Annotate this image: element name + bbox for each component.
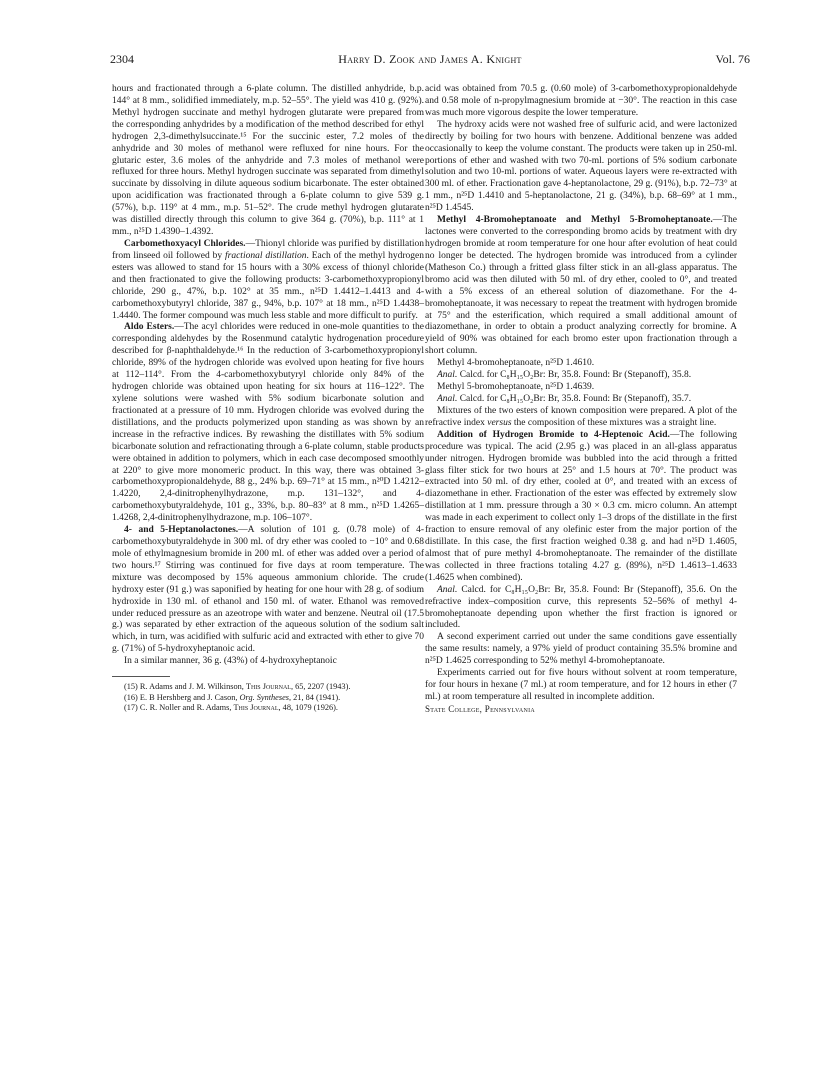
running-header	[110, 52, 750, 68]
footnote-text: (15) R. Adams and J. M. Wilkinson,	[124, 682, 246, 692]
footnote-journal: Org. Syntheses	[239, 692, 289, 702]
analysis-text: Calcd. for C₈H₁₅O₂Br: Br, 35.8. Found: Br (Stepanoff), 35.6. On the refractive index–composition curve, this represents 52–56% of methyl 4-bromoheptanoate depending upon whether the first fraction is ignored or included.	[425, 584, 737, 631]
paragraph-text: —The following procedure was typical. The acid (2.95 g.) was placed in an all-glass apparatus under nitrogen. Hydrogen bromide was bubbled into the acid through a fritted glass filter stick for two hours at 25° and 1.5 hours at 70°. The product was extracted into 50 ml. of dry ether, cooled at 0°, and treated with an excess of diazomethane in ether. Fractionation of the ester was effected by extremely slow distillation at 1 mm. pressure through a 30 × 0.3 cm. micro column. An attempt was made in each experiment to collect only 1–3 drops of the distillate in the first fraction to ensure removal of any olefinic ester from the major portion of the distillate. In this case, the first fraction weighed 0.38 g. and had n²⁵D 1.4605, almost that of pure methyl 4-bromoheptanoate. The remainder of the distillate was collected in three fractions totaling 4.27 g. (89%), n²⁵D 1.4613–1.4633 (1.4625 when combined).	[425, 429, 737, 583]
paragraph-aldo-esters	[112, 322, 424, 525]
analysis-label: Anal.	[437, 393, 458, 404]
section-heading: Aldo Esters.	[124, 322, 175, 333]
paragraph-text: —A solution of 101 g. (0.78 mole) of 4-carbomethoxybutyraldehyde in 300 ml. of dry ether was cooled to −10° and 0.68 mole of ethylmagnesium bromide in 200 ml. of ether was added over a period of two hours.¹⁷ Stirring was continued for five days at room temperature. The mixture was decomposed by 15% aqueous ammonium chloride. The crude hydroxy ester (91 g.) was saponified by heating for one hour with 28 g. of sodium hydroxide in 130 ml. of ethanol and 150 ml. of water. Ethanol was removed under reduced pressure as an azeotrope with water and benzene. Neutral oil (17.5 g.) was separated by ether extraction of the aqueous solution of the sodium salt which, in turn, was acidified with sulfuric acid and extracted with ether to give 70 g. (71%) of 5-hydroxyheptanoic acid.	[112, 525, 424, 655]
analysis-label: Anal.	[437, 584, 458, 595]
section-heading: Addition of Hydrogen Bromide to 4-Heptenoic Acid.	[437, 429, 670, 440]
paragraph: In a similar manner, 36 g. (43%) of 4-hydroxyheptanoic	[124, 656, 337, 667]
paragraph-text: —The acyl chlorides were reduced in one-mole quantities to the corresponding aldehydes by the Rosenmund catalytic hydrogenation procedure described for β-naphthaldehyde.¹⁶ In the reduction of 3-carbomethoxypropionyl chloride, 89% of the hydrogen chloride was evolved upon heating for five hours at 112–114°. From the 4-carbomethoxybutyryl chloride only 84% of the hydrogen chloride was obtained upon heating for six hours at 116–122°. The xylene solutions were washed with 5% sodium bicarbonate solution and fractionated at a pressure of 10 mm. Hydrogen chloride was evolved during the distillations, and the products polymerized upon standing as was shown by an increase in the refractive indices. By rewashing the distillates with 5% sodium bicarbonate solution and refractionating through a 6-plate column, stable products were obtained in addition to polymers, which in each case decomposed smoothly at 220° to give more monomeric product. In this way, there was obtained 3-carbomethoxypropionaldehyde, 88 g., 24% b.p. 69–71° at 15 mm., n²⁰D 1.4212–1.4220, 2,4-dinitrophenylhydrazone, m.p. 131–132°, and 4-carbomethoxybutyraldehyde, 101 g., 33%, b.p. 80–83° at 8 mm., n²⁵D 1.4265–1.4268, 2,4-dinitrophenylhydrazone, m.p. 106–107°.	[112, 322, 424, 524]
paragraph-text: Mixtures of the two esters of known composition were prepared. A plot of the refractive index	[425, 405, 737, 428]
paragraph: Methyl 4-bromoheptanoate, n²⁵D 1.4610.	[437, 358, 595, 369]
right-column	[425, 84, 737, 715]
page-number: 2304	[110, 52, 134, 66]
footnote-text: , 65, 2207 (1943).	[290, 682, 351, 692]
paragraph: hours and fractionated through a 6-plate column. The distilled anhydride, b.p. 144° at 8 mm., solidified immediately, m.p. 52–55°. The yield was 410 g. (92%). Methyl hydrogen succinate and methyl hydrogen glutarate were prepared from the corresponding anhydrides by a modification of the method described for ethyl hydrogen 2,3-dimethylsuccinate.¹⁵ For the succinic ester, 7.2 moles of the anhydride and 30 moles of methanol were refluxed for nine hours. For the glutaric ester, 3.6 moles of the anhydride and 7.3 moles of methanol were refluxed for three hours. Methyl hydrogen succinate was separated from dimethyl succinate by dissolving in dilute aqueous sodium bicarbonate. The ester obtained upon acidification was fractionated through a 6-plate column to give 539 g. (57%), b.p. 119° at 4 mm., m.p. 51–52°. The crude methyl hydrogen glutarate was distilled directly through this column to give 364 g. (70%), b.p. 111° at 1 mm., n²⁵D 1.4390–1.4392.	[112, 84, 424, 238]
analysis-text: Calcd. for C₈H₁₅O₂Br: Br, 35.8. Found: Br (Stepanoff), 35.8.	[457, 370, 692, 381]
paragraph-text: . Each of the methyl hydrogen esters was allowed to stand for 15 hours with a 30% excess of thionyl chloride and then fractionated to give the following products: 3-carbomethoxypropionyl chloride, 290 g., 47%, b.p. 102° at 35 mm., n²⁵D 1.4412–1.4413 and 4-carbomethoxybutyryl chloride, 387 g., 94%, b.p. 107° at 18 mm., n²⁵D 1.4438–1.4440. The former compound was much less stable and more difficult to purify.	[112, 250, 424, 321]
paragraph-text: the composition of these mixtures was a straight line.	[511, 417, 717, 428]
footnote-15	[112, 682, 424, 692]
analysis-text: Calcd. for C₈H₁₅O₂Br: Br, 35.8. Found: Br (Stepanoff), 35.7.	[457, 393, 692, 404]
footnote-text: (16) E. B Hershberg and J. Cason,	[124, 692, 240, 702]
footnote-journal: This Journal	[233, 702, 279, 712]
paragraph-emphasis: fractional distillation	[225, 250, 307, 261]
section-heading: Carbomethoxyacyl Chlorides.	[124, 238, 246, 249]
analysis-line	[425, 394, 737, 406]
running-title-authors: Harry D. Zook and James A. Knight	[338, 52, 522, 66]
paragraph-text: —Thionyl chloride was purified by distillation from linseed oil followed by	[112, 238, 424, 261]
left-column	[112, 84, 424, 713]
paragraph-bromoheptanoates	[425, 215, 737, 358]
paragraph-emphasis: versus	[487, 417, 512, 428]
paragraph-heptanolactones	[112, 525, 424, 656]
footnote-text: (17) C. R. Noller and R. Adams,	[124, 702, 234, 712]
paragraph: A second experiment carried out under the same conditions gave essentially the same results: namely, a 97% yield of product containing 35.5% bromine and n²⁵D 1.4625 corresponding to 52% methyl 4-bromoheptanoate.	[425, 632, 737, 667]
analysis-label: Anal.	[437, 370, 458, 381]
paragraph: Experiments carried out for five hours without solvent at room temperature, for four hours in hexane (7 ml.) at room temperature, and for 12 hours in ether (7 ml.) at room temperature all resulted in incomplete addition.	[425, 668, 737, 703]
footnote-journal: This Journal	[245, 682, 291, 692]
institution-location: State College, Pennsylvania	[425, 703, 536, 714]
analysis-line	[425, 585, 737, 633]
paragraph-carbomethoxyacyl-chlorides	[112, 239, 424, 322]
footnote-rule	[112, 676, 170, 677]
paragraph-addition-hbr	[425, 430, 737, 585]
footnote-text: , 21, 84 (1941).	[289, 692, 341, 702]
paragraph	[425, 406, 737, 430]
footnote-16	[112, 693, 424, 703]
paragraph: Methyl 5-bromoheptanoate, n²⁵D 1.4639.	[437, 382, 595, 393]
analysis-line	[425, 370, 737, 382]
paragraph: acid was obtained from 70.5 g. (0.60 mole) of 3-carbomethoxypropionaldehyde and 0.58 mole of n-propylmagnesium bromide at −30°. The reaction in this case was much more vigorous despite the lower temperature.	[425, 84, 737, 118]
paragraph: The hydroxy acids were not washed free of sulfuric acid, and were lactonized directly by boiling for two hours with benzene. Additional benzene was added occasionally to keep the volume constant. The products were taken up in 250-ml. portions of ether and washed with two 70-ml. portions of 5% sodium carbonate solution and two 10-ml. portions of water. Aqueous layers were re-extracted with 300 ml. of ether. Fractionation gave 4-heptanolactone, 29 g. (91%), b.p. 72–73° at 1 mm., n²⁵D 1.4410 and 5-heptanolactone, 21 g. (34%), b.p. 68–69° at 1 mm., n²⁵D 1.4545.	[425, 119, 737, 214]
section-heading: 4- and 5-Heptanolactones.	[124, 525, 239, 536]
volume-label: Vol. 76	[715, 52, 750, 66]
footnote-text: , 48, 1079 (1926).	[278, 702, 338, 712]
footnote-17	[112, 703, 424, 713]
section-heading: Methyl 4-Bromoheptanoate and Methyl 5-Bromoheptanoate.	[437, 215, 713, 226]
paragraph-text: —The lactones were converted to the corresponding bromo acids by treatment with dry hydrogen bromide at room temperature for one hour after evolution of heat could no longer be detected. The hydrogen bromide was introduced from a cylinder (Matheson Co.) through a fritted glass filter stick in an all-glass apparatus. The bromo acid was then diluted with 50 ml. of dry ether, cooled to 0°, and treated with a 5% excess of an ethereal solution of diazomethane. For the 4-bromoheptanoate, it was necessary to repeat the treatment with hydrogen bromide at 75° and the esterification, which required a small additional amount of diazomethane, in order to obtain a product analyzing correctly for bromine. A yield of 90% was obtained for each bromo ester upon fractionation through a short column.	[425, 215, 737, 357]
